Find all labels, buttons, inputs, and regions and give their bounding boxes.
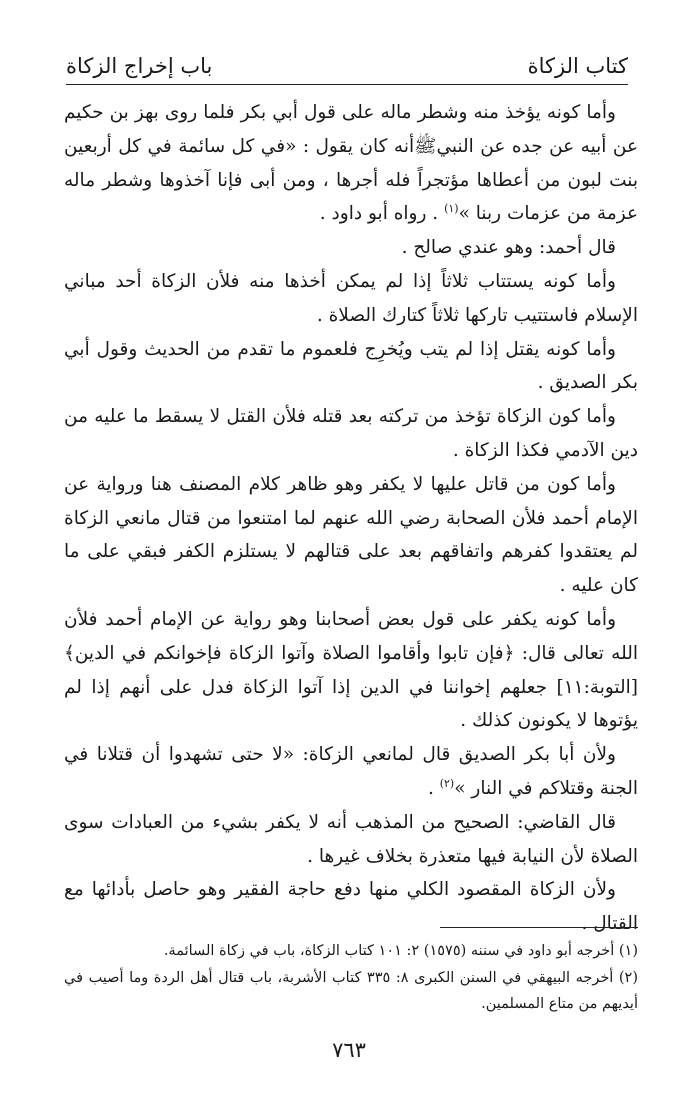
paragraph [64, 738, 638, 806]
paragraph: وأما كون من قاتل عليها لا يكفر وهو ظاهر كلام المصنف هنا ورواية عن الإمام أحمد فلأن الصحابة رضي الله عنهم لما امتنعوا من قتال مانعي الزكاة لم يعتقدوا كفرهم واتفاقهم بعد على قتالهم لا يستلزم الكفر فبقي على ما كان عليه . [64, 473, 638, 597]
paragraph: قال القاضي: الصحيح من المذهب أنه لا يكفر بشيء من العبادات سوى الصلاة لأن النيابة فيها متعذرة بخلاف غيرها . [64, 811, 638, 867]
paragraph-text: وأما كونه يؤخذ منه وشطر ماله على قول أبي بكر فلما روى بهز بن حكيم عن أبيه عن جده عن النبيﷺأنه كان يقول : «في كل سائمة في كل أربعين بنت لبون من أعطاها مؤتجراً فله أجرها ، ومن أبى فإنا آخذوها وشطر ماله عزمة من عزمات ربنا » [64, 102, 638, 225]
footnotes [64, 938, 638, 1018]
running-header [66, 38, 628, 80]
paragraph [64, 96, 638, 231]
paragraph-tail: . [427, 777, 440, 799]
footnote-marker: (٢) [439, 776, 455, 790]
paragraph-text: ولأن أبا بكر الصديق قال لمانعي الزكاة: «لا حتى تشهدوا أن قتلانا في الجنة وقتلاكم في النار » [64, 744, 638, 799]
footnote: (٢) أخرجه البيهقي في السنن الكبرى ٨: ٣٣٥ كتاب الأشربة، باب قتال أهل الردة وما أصيب في أيديهم من متاع المسلمين. [64, 969, 638, 1012]
footnote-marker: (١) [444, 202, 459, 216]
page-number: ٧٦٣ [332, 1038, 366, 1062]
paragraph: وأما كونه يكفر على قول بعض أصحابنا وهو رواية عن الإمام أحمد فلأن الله تعالى قال: ﴿فإن تابوا وأقاموا الصلاة وآتوا الزكاة فإخوانكم في الدين﴾[التوبة:١١] جعلهم إخواننا في الدين إذا آتوا الزكاة فدل على أنهم إذا لم يؤتوها لا يكونون كذلك . [64, 608, 638, 732]
paragraph-tail: . رواه أبو داود . [319, 203, 445, 225]
paragraph: وأما كون الزكاة تؤخذ من تركته بعد قتله فلأن القتل لا يسقط ما عليه من دين الآدمي فكذا الزكاة . [64, 406, 638, 461]
header-chapter-title: باب إخراج الزكاة [66, 54, 213, 78]
main-text [64, 96, 638, 941]
paragraph: قال أحمد: وهو عندي صالح . [401, 237, 616, 259]
paragraph: وأما كونه يستتاب ثلاثاً إذا لم يمكن أخذها منه فلأن الزكاة أحد مباني الإسلام فاستتيب تاركها ثلاثاً كتارك الصلاة . [64, 270, 638, 326]
footnote: (١) أخرجه أبو داود في سننه (١٥٧٥) ٢: ١٠١ كتاب الزكاة، باب في زكاة السائمة. [163, 943, 638, 959]
paragraph: وأما كونه يقتل إذا لم يتب ويُخرِج فلعموم ما تقدم من الحديث وقول أبي بكر الصديق . [64, 338, 638, 394]
header-divider [66, 84, 628, 85]
footnote-divider [440, 927, 638, 928]
header-book-title: كتاب الزكاة [527, 54, 628, 78]
paragraph: ولأن الزكاة المقصود الكلي منها دفع حاجة الفقير وهو حاصل بأدائها مع القتال . [64, 879, 638, 935]
